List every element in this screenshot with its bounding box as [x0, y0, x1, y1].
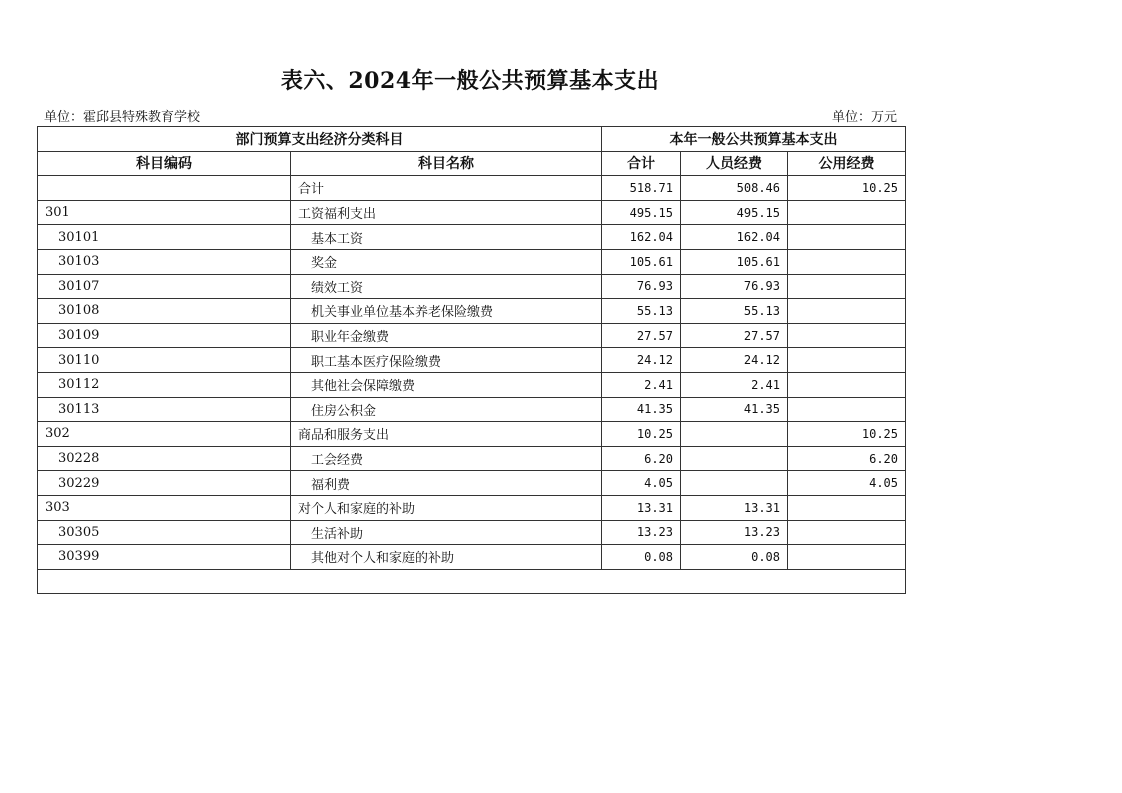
table-row [38, 249, 906, 274]
cell-total: 55.13 [602, 299, 681, 324]
budget-expenditure-table [37, 126, 906, 594]
blank-cell [38, 569, 906, 594]
cell-total: 495.15 [602, 200, 681, 225]
cell-public [788, 323, 906, 348]
cell-name: 绩效工资 [291, 274, 602, 299]
cell-public: 6.20 [788, 446, 906, 471]
cell-public [788, 299, 906, 324]
cell-name: 工会经费 [291, 446, 602, 471]
cell-code: 30112 [38, 372, 291, 397]
table-row [38, 422, 906, 447]
cell-total: 162.04 [602, 225, 681, 250]
cell-personnel: 13.23 [681, 520, 788, 545]
cell-total: 27.57 [602, 323, 681, 348]
group-header-classification: 部门预算支出经济分类科目 [38, 127, 602, 152]
cell-code: 30107 [38, 274, 291, 299]
cell-name: 商品和服务支出 [291, 422, 602, 447]
table-row [38, 299, 906, 324]
column-header-code: 科目编码 [38, 151, 291, 176]
cell-public [788, 348, 906, 373]
cell-code: 301 [38, 200, 291, 225]
cell-name: 工资福利支出 [291, 200, 602, 225]
cell-personnel: 2.41 [681, 372, 788, 397]
cell-personnel: 162.04 [681, 225, 788, 250]
cell-code [38, 176, 291, 201]
cell-personnel: 0.08 [681, 545, 788, 570]
cell-name: 生活补助 [291, 520, 602, 545]
cell-code: 30113 [38, 397, 291, 422]
cell-personnel: 27.57 [681, 323, 788, 348]
cell-code: 30305 [38, 520, 291, 545]
table-row [38, 176, 906, 201]
cell-public [788, 397, 906, 422]
cell-code: 30399 [38, 545, 291, 570]
column-header-total: 合计 [602, 151, 681, 176]
cell-code: 30109 [38, 323, 291, 348]
cell-code: 30228 [38, 446, 291, 471]
cell-name: 机关事业单位基本养老保险缴费 [291, 299, 602, 324]
table-row [38, 274, 906, 299]
cell-personnel: 508.46 [681, 176, 788, 201]
cell-public: 4.05 [788, 471, 906, 496]
cell-personnel: 24.12 [681, 348, 788, 373]
cell-total: 518.71 [602, 176, 681, 201]
table-row [38, 471, 906, 496]
column-header-public: 公用经费 [788, 151, 906, 176]
cell-personnel: 105.61 [681, 249, 788, 274]
table-row [38, 495, 906, 520]
cell-public [788, 200, 906, 225]
blank-row [38, 569, 906, 594]
cell-total: 0.08 [602, 545, 681, 570]
cell-total: 10.25 [602, 422, 681, 447]
table-row [38, 520, 906, 545]
column-header-row [38, 151, 906, 176]
cell-public [788, 372, 906, 397]
cell-name: 合计 [291, 176, 602, 201]
cell-public [788, 249, 906, 274]
cell-name: 奖金 [291, 249, 602, 274]
cell-code: 30103 [38, 249, 291, 274]
cell-personnel: 55.13 [681, 299, 788, 324]
cell-total: 2.41 [602, 372, 681, 397]
table-row [38, 323, 906, 348]
cell-total: 105.61 [602, 249, 681, 274]
cell-total: 13.31 [602, 495, 681, 520]
cell-code: 303 [38, 495, 291, 520]
cell-total: 24.12 [602, 348, 681, 373]
cell-public: 10.25 [788, 176, 906, 201]
table-row [38, 446, 906, 471]
cell-public [788, 495, 906, 520]
cell-total: 76.93 [602, 274, 681, 299]
cell-personnel [681, 446, 788, 471]
cell-name: 职业年金缴费 [291, 323, 602, 348]
cell-public [788, 225, 906, 250]
cell-total: 13.23 [602, 520, 681, 545]
group-header-basic-expenditure: 本年一般公共预算基本支出 [602, 127, 906, 152]
cell-personnel: 495.15 [681, 200, 788, 225]
table-row [38, 348, 906, 373]
currency-unit-label: 单位：万元 [831, 110, 897, 125]
cell-code: 30229 [38, 471, 291, 496]
table-row [38, 397, 906, 422]
cell-personnel: 76.93 [681, 274, 788, 299]
column-header-name: 科目名称 [291, 151, 602, 176]
cell-total: 6.20 [602, 446, 681, 471]
cell-personnel [681, 471, 788, 496]
table-row [38, 545, 906, 570]
cell-name: 福利费 [291, 471, 602, 496]
page-title: 表六、2024年一般公共预算基本支出 [280, 68, 660, 94]
cell-personnel: 41.35 [681, 397, 788, 422]
cell-name: 其他社会保障缴费 [291, 372, 602, 397]
cell-name: 其他对个人和家庭的补助 [291, 545, 602, 570]
cell-public: 10.25 [788, 422, 906, 447]
table-row [38, 200, 906, 225]
cell-total: 41.35 [602, 397, 681, 422]
cell-name: 对个人和家庭的补助 [291, 495, 602, 520]
cell-code: 302 [38, 422, 291, 447]
organization-unit-label: 单位：霍邱县特殊教育学校 [44, 110, 201, 125]
table-row [38, 372, 906, 397]
table-body [38, 176, 906, 594]
cell-code: 30108 [38, 299, 291, 324]
cell-public [788, 545, 906, 570]
group-header-row [38, 127, 906, 152]
cell-name: 职工基本医疗保险缴费 [291, 348, 602, 373]
cell-personnel: 13.31 [681, 495, 788, 520]
cell-code: 30110 [38, 348, 291, 373]
cell-total: 4.05 [602, 471, 681, 496]
column-header-personnel: 人员经费 [681, 151, 788, 176]
cell-name: 基本工资 [291, 225, 602, 250]
cell-name: 住房公积金 [291, 397, 602, 422]
cell-public [788, 520, 906, 545]
cell-public [788, 274, 906, 299]
table-row [38, 225, 906, 250]
cell-personnel [681, 422, 788, 447]
cell-code: 30101 [38, 225, 291, 250]
